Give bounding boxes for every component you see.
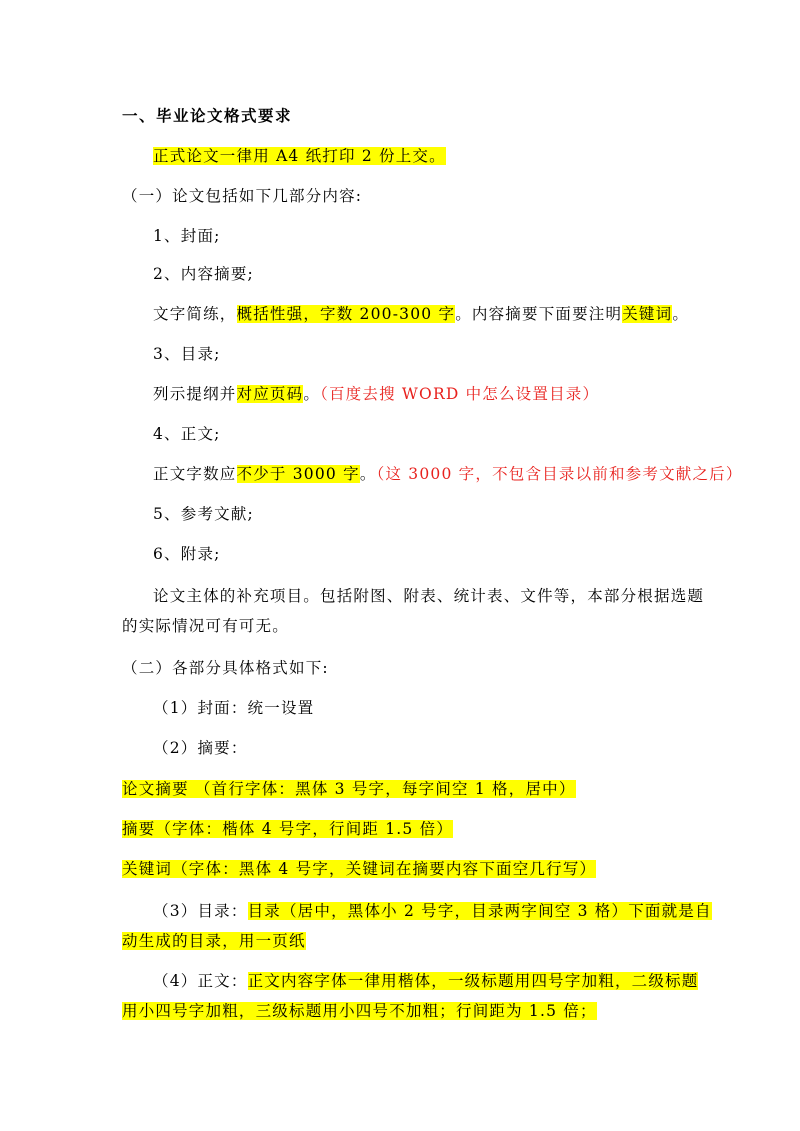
format-abstract-title (122, 773, 700, 805)
appendix-description-2: 的实际情况可有可无。 (122, 617, 290, 635)
appendix-description-1: 论文主体的补充项目。包括附图、附表、统计表、文件等，本部分根据选题 (153, 587, 705, 605)
toc-description (153, 378, 700, 410)
highlight-span: 对应页码 (236, 385, 304, 403)
format-abstract: （2）摘要： (153, 739, 248, 757)
text-span: 。 (303, 385, 321, 403)
text-span: （4）正文： (153, 972, 248, 990)
abstract-description (153, 298, 700, 330)
text-span: 。 (359, 465, 377, 483)
format-toc-line1 (153, 895, 712, 927)
highlight-span: 动生成的目录，用一页纸 (122, 932, 306, 950)
item-cover: 1、封面; (153, 227, 221, 245)
text-span: 文字简练， (153, 305, 237, 323)
highlight-span: 正文内容字体一律用楷体，一级标题用四号字加粗，二级标题 (247, 972, 699, 990)
section-heading: 一、毕业论文格式要求 (122, 107, 293, 125)
section1-title: （一）论文包括如下几部分内容: (122, 187, 363, 205)
highlight-span: 用小四号字加粗，三级标题用小四号不加粗；行间距为 1.5 倍； (122, 1002, 597, 1020)
highlight-span: 概括性强，字数 200-300 字 (236, 305, 456, 323)
highlight-span: 目录（居中，黑体小 2 号字，目录两字间空 3 格）下面就是自 (247, 902, 712, 920)
item-abstract: 2、内容摘要; (153, 265, 254, 283)
section2-title: （二）各部分具体格式如下: (122, 659, 329, 677)
text-span: 列示提纲并 (153, 385, 237, 403)
format-cover: （1）封面：统一设置 (153, 699, 315, 717)
format-keywords (122, 853, 700, 885)
format-body-line1 (153, 965, 700, 997)
highlight-span: 关键词（字体：黑体 4 号字，关键词在摘要内容下面空几行写） (122, 860, 597, 878)
highlight-span: 摘要（字体：楷体 4 号字，行间距 1.5 倍） (122, 820, 454, 838)
highlight-span: 不少于 3000 字 (236, 465, 360, 483)
red-note: （这 3000 字，不包含目录以前和参考文献之后） (376, 465, 743, 483)
item-appendix: 6、附录; (153, 545, 221, 563)
highlight-span: 关键词 (622, 305, 673, 323)
format-body-line2 (122, 995, 700, 1027)
body-description (153, 458, 743, 490)
red-note: （百度去搜 WORD 中怎么设置目录） (320, 385, 600, 403)
item-body: 4、正文; (153, 425, 221, 443)
item-references: 5、参考文献; (153, 505, 254, 523)
intro-line (153, 140, 700, 172)
highlight-span: 论文摘要 （首行字体：黑体 3 号字，每字间空 1 格，居中） (122, 780, 576, 798)
text-span: 正文字数应 (153, 465, 237, 483)
text-span: 。 (672, 305, 690, 323)
text-span: （3）目录： (153, 902, 248, 920)
item-toc: 3、目录; (153, 345, 221, 363)
format-abstract-body (122, 813, 700, 845)
format-toc-line2 (122, 925, 700, 957)
intro-text: 正式论文一律用 A4 纸打印 2 份上交。 (153, 147, 446, 165)
text-span: 。内容摘要下面要注明 (455, 305, 623, 323)
